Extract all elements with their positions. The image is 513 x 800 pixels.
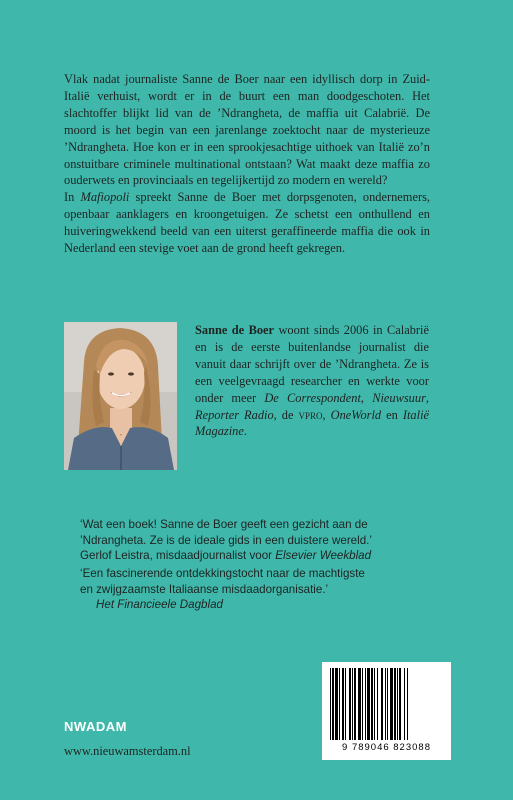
blurb-paragraph-2 xyxy=(64,189,430,257)
barcode-bar xyxy=(339,668,340,740)
quote-attribution xyxy=(80,548,460,564)
bio-text: woont sinds 2006 in Calabrië en is de eerste buitenlandse journalist die vanuit daar schrijft over de ’Ndrangheta. Ze is een veelgevraagd researcher en werkte voor onder meer xyxy=(195,323,429,405)
barcode-bar xyxy=(352,668,353,740)
barcode-bar xyxy=(390,668,393,740)
barcode-bar xyxy=(377,668,378,740)
bio-separator: en xyxy=(381,407,403,422)
review-quote-2 xyxy=(80,566,460,613)
media-reporter-radio: Reporter Radio xyxy=(195,407,274,422)
barcode-bar xyxy=(385,668,386,740)
barcode-bar xyxy=(381,668,383,740)
quote-line: en zwijgzaamste Italiaanse misdaadorganisatie.’ xyxy=(80,582,329,596)
review-quote-1 xyxy=(80,517,460,564)
bio-end: . xyxy=(243,424,247,439)
bio-separator: , xyxy=(425,390,429,405)
blurb-paragraph-1: Vlak nadat journaliste Sanne de Boer naar een idyllisch dorp in Zuid-Italië verhuist, wordt er in de buurt een man doodgeschoten. Het slachtoffer blijkt lid van de ’Ndrangheta, de maffia uit Calabrië. De moord is het begin van een jarenlange zoektocht naar de mysterieuze ’Ndrangheta. Hoe kon er in een sprookjesachtige uithoek van Italië zo’n onstuitbare criminele multinational ontstaan? Wat maakt deze maffia zo ouderwets en provinciaals en tegelijkertijd zo modern en wereld? xyxy=(64,72,430,188)
barcode-bar xyxy=(397,668,398,740)
barcode-bar xyxy=(394,668,396,740)
blurb-p2-text: spreekt Sanne de Boer met dorpsgenoten, ondernemers, openbaar aanklagers en kroongetuigen. Ze schetst een onthullend en huiveringwekkend beeld van een uiterst geraffineerde maffia die ook in Nederland een stevige voet aan de grond heeft gekregen. xyxy=(64,190,430,256)
quote-line: ‘Wat een boek! Sanne de Boer geeft een gezicht aan de xyxy=(80,518,368,531)
media-vpro: vpro xyxy=(298,407,323,422)
barcode-bar xyxy=(342,668,344,740)
media-nieuwsuur: Nieuwsuur xyxy=(372,390,426,405)
publisher-logo: NWADAM xyxy=(64,719,127,734)
barcode-bar xyxy=(349,668,351,740)
barcode-bar xyxy=(345,668,346,740)
barcode-bar xyxy=(335,668,338,740)
barcode-bar xyxy=(354,668,356,740)
quote-attribution xyxy=(80,597,460,613)
barcode-bar xyxy=(407,668,408,740)
blurb-p2-prefix: In xyxy=(64,190,81,205)
barcode-bar xyxy=(367,668,370,740)
barcode-bar xyxy=(371,668,373,740)
quote-author: Gerlof Leistra, misdaadjournalist voor xyxy=(80,549,276,563)
barcode-bar xyxy=(330,668,331,740)
author-photo xyxy=(64,322,177,470)
barcode-bar xyxy=(332,668,334,740)
barcode-bar xyxy=(387,668,388,740)
media-oneworld: OneWorld xyxy=(330,407,382,422)
barcode-bar xyxy=(362,668,363,740)
bio-separator: , xyxy=(322,407,331,422)
back-cover-blurb xyxy=(64,71,430,257)
bio-separator: , xyxy=(360,390,373,405)
barcode-bar xyxy=(404,668,405,740)
book-title: Mafiopoli xyxy=(80,190,130,205)
author-bio xyxy=(195,322,429,440)
media-de-correspondent: De Correspondent xyxy=(264,390,361,405)
quote-source: Elsevier Weekblad xyxy=(275,549,372,563)
barcode-bar xyxy=(365,668,366,740)
quote-line: ‘Een fascinerende ontdekkingstocht naar de machtigste xyxy=(80,567,365,580)
quote-line: ’Ndrangheta. Ze is de ideale gids in een duistere wereld.’ xyxy=(80,533,372,547)
quote-source: Het Financieele Dagblad xyxy=(96,598,223,612)
author-name: Sanne de Boer xyxy=(195,323,275,337)
publisher-website: www.nieuwamsterdam.nl xyxy=(64,744,191,758)
barcode-bar xyxy=(358,668,361,740)
bio-separator: , de xyxy=(273,407,299,422)
media-italie-magazine: Italië Magazine xyxy=(195,407,430,439)
isbn-digits: 9 789046 823088 xyxy=(342,742,431,753)
isbn-barcode xyxy=(322,662,451,760)
barcode-bar xyxy=(399,668,401,740)
barcode-bar xyxy=(374,668,375,740)
